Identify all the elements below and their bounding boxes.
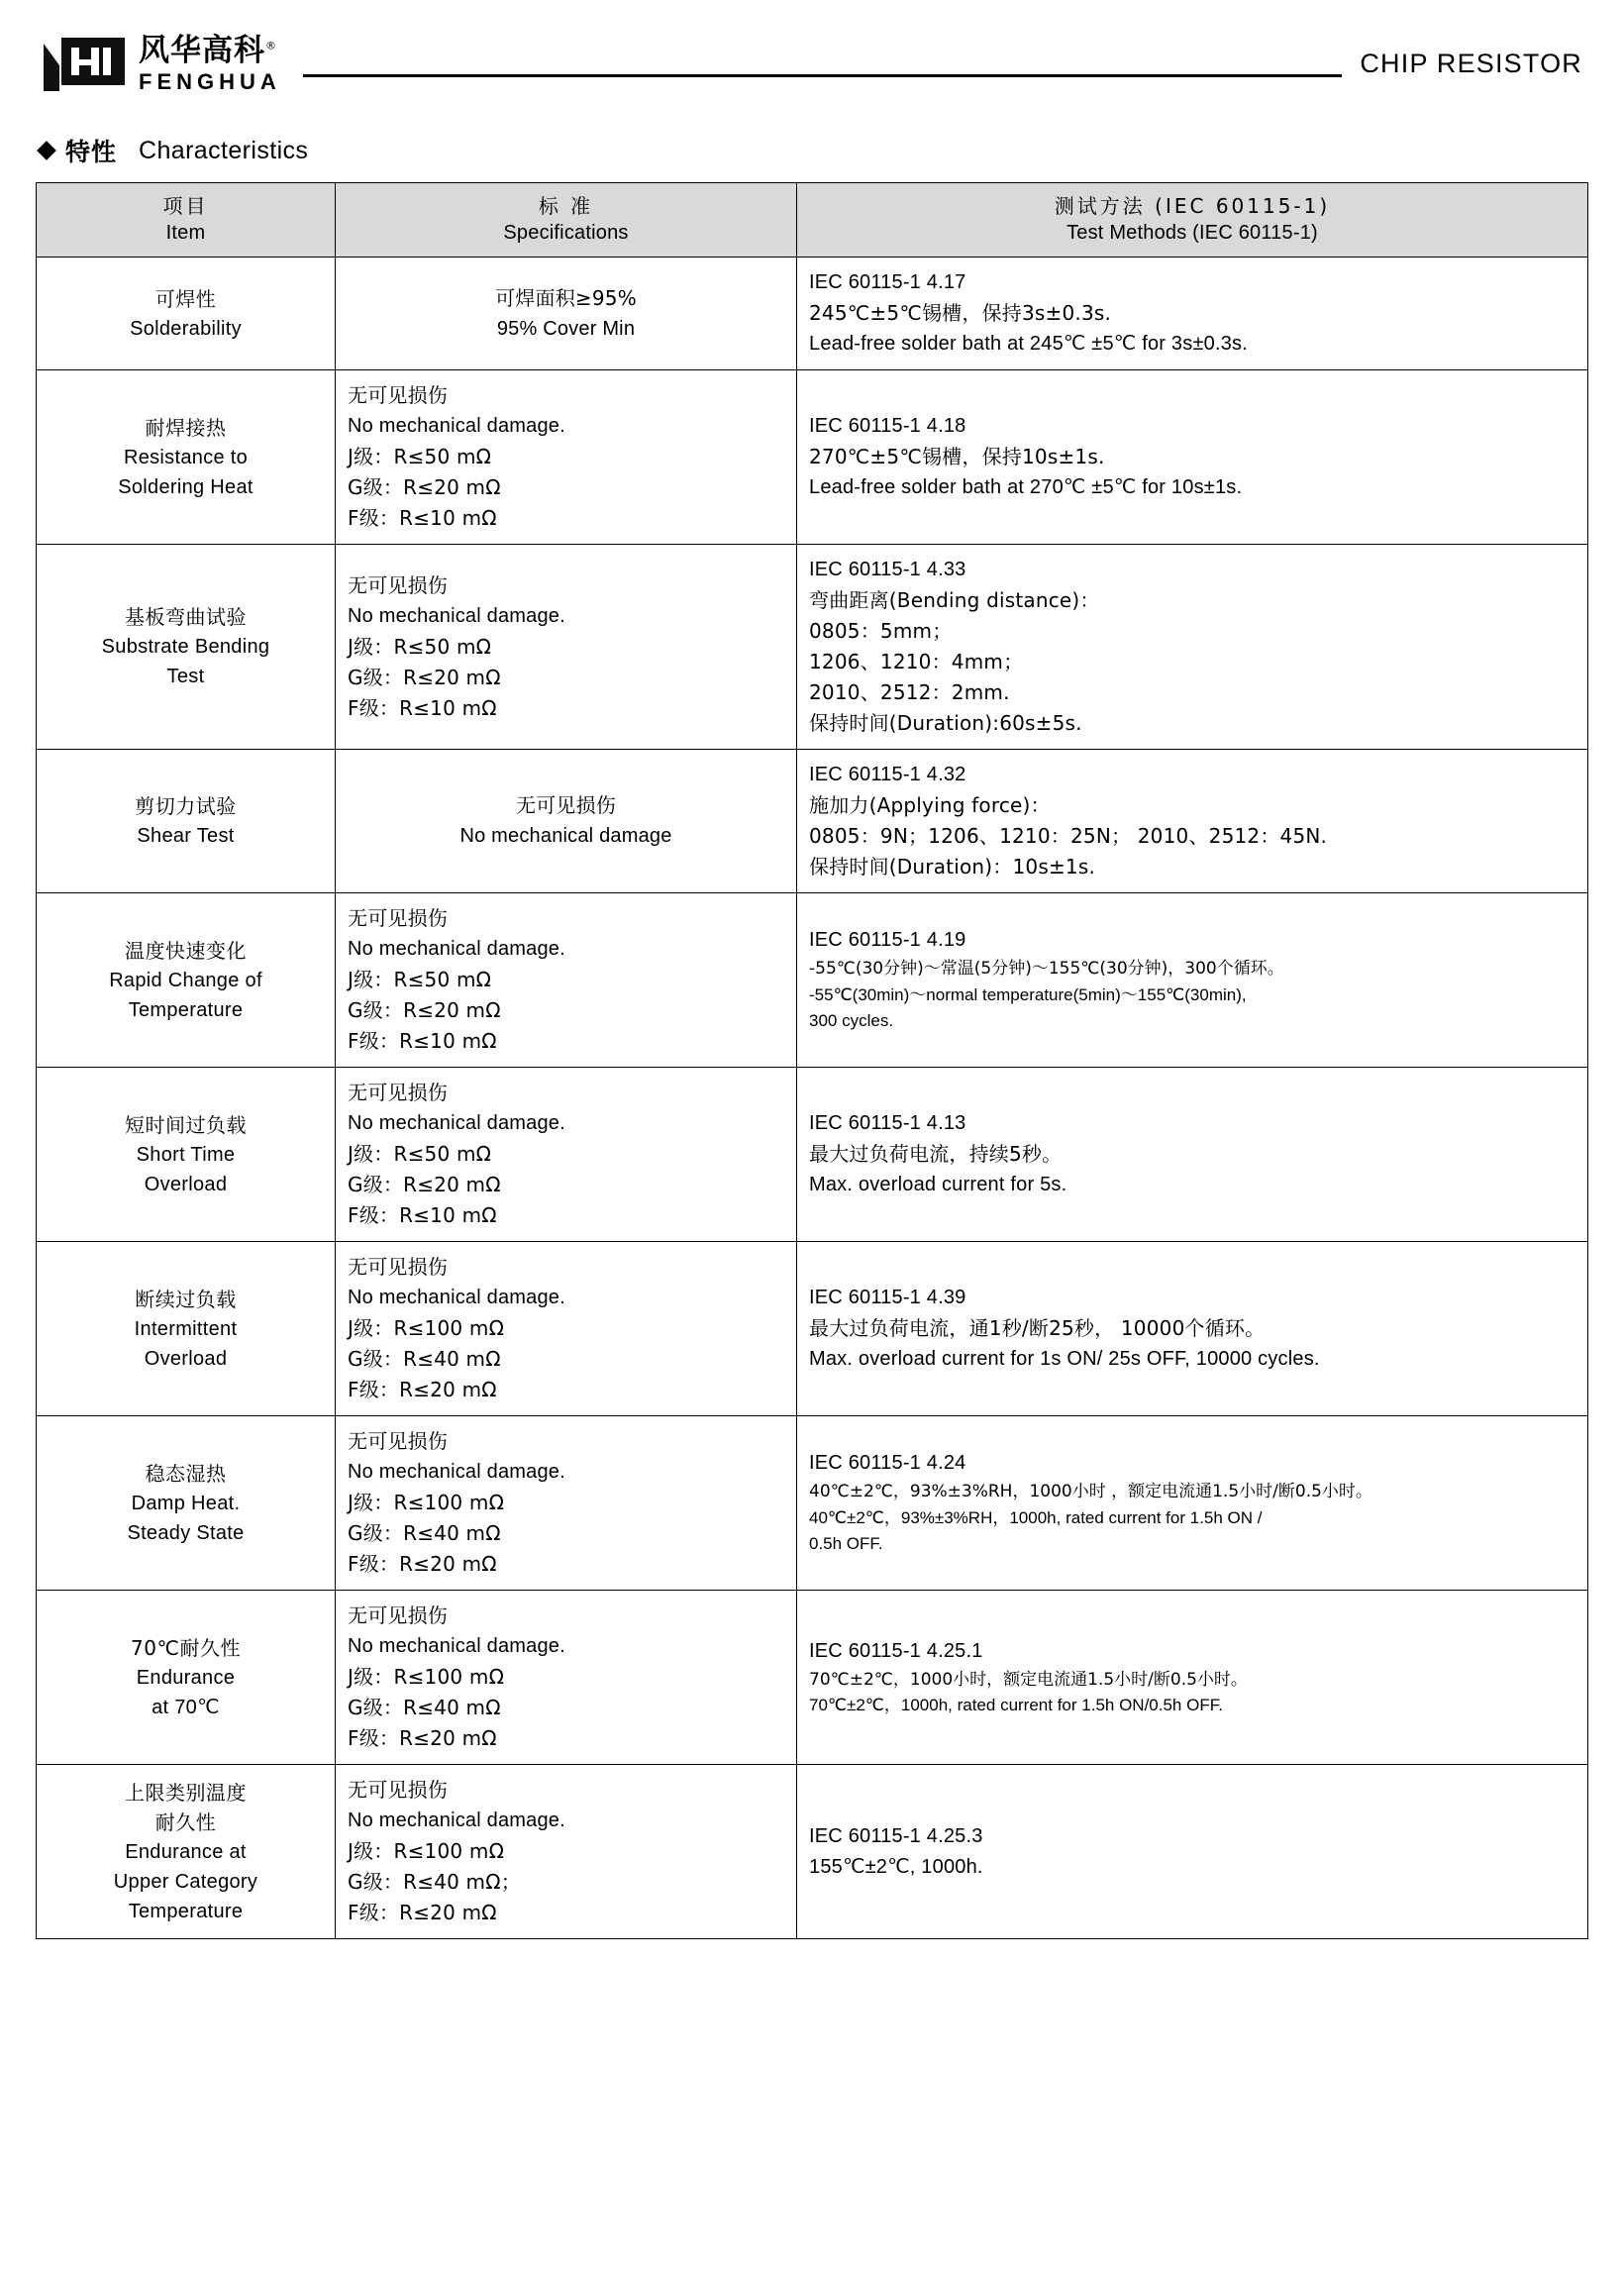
item-label-en: Resistance to (123, 446, 249, 468)
specification-line: J级：R≤50 mΩ (348, 445, 492, 468)
table-body (37, 258, 1588, 1939)
specification-line: F级：R≤10 mΩ (348, 695, 497, 720)
test-method-line: IEC 60115-1 4.25.1 (809, 1639, 983, 1662)
test-method-line: IEC 60115-1 4.17 (809, 271, 966, 293)
table-row (37, 370, 1588, 545)
test-method-line: IEC 60115-1 4.33 (809, 559, 966, 580)
specification-line: No mechanical damage. (348, 1461, 565, 1483)
specification-line: G级：R≤40 mΩ (348, 1696, 501, 1719)
test-method-line: IEC 60115-1 4.24 (809, 1452, 966, 1475)
item-label-en: at 70℃ (152, 1696, 220, 1718)
table-header-row (37, 183, 1588, 258)
specification-line: No mechanical damage. (348, 415, 565, 437)
item-label-cn: 耐久性 (154, 1809, 217, 1834)
fenghua-logo-icon (42, 36, 127, 93)
test-method-line: IEC 60115-1 4.18 (809, 415, 966, 437)
test-method-line: -55℃(30分钟)～常温(5分钟)～155℃(30分钟)，300个循环。 (809, 959, 1284, 980)
table-row (37, 1068, 1588, 1242)
specification-line: G级：R≤20 mΩ (348, 665, 501, 689)
column-header-test-methods-en: Test Methods (IEC 60115-1) (1066, 222, 1318, 244)
item-label-cn: 基板弯曲试验 (125, 605, 247, 629)
specification-line: J级：R≤50 mΩ (348, 968, 492, 991)
cell-specifications (336, 893, 797, 1068)
cell-test-method (797, 893, 1588, 1068)
item-label-en: Shear Test (137, 825, 235, 847)
table-row (37, 1242, 1588, 1416)
cell-test-method (797, 370, 1588, 545)
specification-line: J级：R≤100 mΩ (348, 1839, 505, 1863)
test-method-line: IEC 60115-1 4.25.3 (809, 1824, 983, 1847)
cell-item (37, 893, 336, 1068)
cell-test-method (797, 1591, 1588, 1765)
cell-item (37, 258, 336, 370)
specification-line: 95% Cover Min (496, 317, 636, 340)
column-header-item-cn: 项目 (162, 194, 209, 218)
test-method-line: -55℃(30min)～normal temperature(5min)～155℃(30min), (809, 984, 1247, 1004)
table-row (37, 1765, 1588, 1939)
test-method-line: 270℃±5℃锡槽，保持10s±1s. (809, 445, 1105, 468)
test-method-line: 70℃±2℃，1000小时，额定电流通1.5小时/断0.5小时。 (809, 1669, 1248, 1690)
cell-specifications (336, 1068, 797, 1242)
specification-line: J级：R≤50 mΩ (348, 1142, 492, 1166)
test-method-line: 最大过负荷电流，持续5秒。 (809, 1142, 1063, 1166)
test-method-line: Max. overload current for 1s ON/ 25s OFF, 10000 cycles. (809, 1348, 1320, 1370)
specification-line: 无可见损伤 (348, 383, 448, 407)
cell-item (37, 370, 336, 545)
test-method-line: 70℃±2℃，1000h, rated current for 1.5h ON/0.5h OFF. (809, 1696, 1223, 1714)
specification-line: No mechanical damage. (348, 1635, 565, 1657)
specification-line: 无可见损伤 (348, 906, 448, 930)
specification-line: G级：R≤20 mΩ (348, 998, 501, 1022)
test-method-line: IEC 60115-1 4.13 (809, 1112, 966, 1134)
test-method-line: Lead-free solder bath at 245℃ ±5℃ for 3s±0.3s. (809, 333, 1248, 355)
item-label-en: Rapid Change of (109, 969, 262, 991)
item-label-en: Temperature (128, 1900, 244, 1922)
header-title: CHIP RESISTOR (1360, 48, 1582, 78)
specification-line: 无可见损伤 (348, 1429, 448, 1453)
specification-line: No mechanical damage. (348, 1287, 565, 1308)
test-method-line: Max. overload current for 5s. (809, 1174, 1067, 1195)
item-label-en: Overload (144, 1173, 228, 1195)
cell-test-method (797, 545, 1588, 750)
test-method-line: 0.5h OFF. (809, 1534, 883, 1554)
page-header (36, 26, 1588, 103)
test-method-line: 最大过负荷电流，通1秒/断25秒， 10000个循环。 (809, 1316, 1266, 1340)
item-label-cn: 温度快速变化 (125, 938, 247, 963)
specification-line: F级：R≤20 mΩ (348, 1378, 497, 1401)
cell-specifications (336, 370, 797, 545)
item-label-en: Steady State (127, 1521, 245, 1544)
specification-line: 无可见损伤 (348, 1778, 448, 1802)
diamond-bullet-icon (37, 141, 56, 160)
specification-line: 无可见损伤 (348, 1081, 448, 1104)
item-label-en: Damp Heat. (131, 1492, 241, 1514)
specification-line: G级：R≤20 mΩ (348, 1173, 501, 1196)
column-header-specifications-en: Specifications (503, 222, 629, 244)
cell-item (37, 1765, 336, 1939)
item-label-en: Solderability (130, 317, 242, 340)
cell-item (37, 1591, 336, 1765)
item-label-cn: 断续过负载 (135, 1287, 237, 1311)
test-method-line: IEC 60115-1 4.32 (809, 764, 966, 785)
specification-line: No mechanical damage. (348, 1112, 565, 1134)
specification-line: No mechanical damage. (348, 604, 565, 627)
specification-line: 无可见损伤 (348, 1603, 448, 1627)
table-row (37, 750, 1588, 893)
specification-line: G级：R≤40 mΩ； (348, 1870, 521, 1894)
cell-test-method (797, 1765, 1588, 1939)
cell-test-method (797, 1416, 1588, 1591)
specification-line: G级：R≤20 mΩ (348, 475, 501, 499)
specification-line: F级：R≤20 mΩ (348, 1901, 497, 1924)
specification-line: G级：R≤40 mΩ (348, 1521, 501, 1545)
column-header-specifications (336, 183, 797, 258)
test-method-line: 1206、1210：4mm； (809, 650, 1024, 673)
item-label-en: Substrate Bending (101, 636, 270, 658)
test-method-line: 245℃±5℃锡槽，保持3s±0.3s. (809, 301, 1112, 325)
specification-line: F级：R≤10 mΩ (348, 1029, 497, 1053)
table-row (37, 893, 1588, 1068)
cell-test-method (797, 1068, 1588, 1242)
column-header-item-en: Item (165, 222, 206, 244)
table-row (37, 1416, 1588, 1591)
cell-specifications (336, 1416, 797, 1591)
header-divider (303, 74, 1343, 77)
item-label-cn: 70℃耐久性 (131, 1635, 241, 1660)
test-method-line: 155℃±2℃, 1000h. (809, 1855, 983, 1878)
cell-specifications (336, 750, 797, 893)
test-method-line: 弯曲距离(Bending distance)： (809, 588, 1100, 612)
item-label-cn: 短时间过负载 (125, 1112, 247, 1137)
specification-line: F级：R≤20 mΩ (348, 1552, 497, 1576)
brand-name-en: FENGHUA (139, 69, 281, 94)
table-row (37, 1591, 1588, 1765)
column-header-item (37, 183, 336, 258)
item-label-en: Temperature (128, 998, 244, 1021)
item-label-en: Endurance (136, 1666, 236, 1689)
item-label-en: Soldering Heat (118, 475, 254, 498)
specification-line: J级：R≤100 mΩ (348, 1665, 505, 1689)
test-method-line: 40℃±2℃，93%±3%RH，1000h, rated current for 1.5h ON / (809, 1507, 1263, 1527)
item-label-cn: 上限类别温度 (125, 1780, 247, 1805)
test-method-line: 施加力(Applying force)： (809, 793, 1051, 817)
specification-line: G级：R≤40 mΩ (348, 1347, 501, 1371)
item-label-en: Test (166, 666, 205, 687)
item-label-en: Overload (144, 1347, 228, 1370)
characteristics-table (36, 182, 1588, 1939)
table-row (37, 545, 1588, 750)
test-method-line: 300 cycles. (809, 1011, 894, 1031)
registered-mark: ® (265, 39, 277, 52)
cell-test-method (797, 750, 1588, 893)
specification-line: J级：R≤100 mΩ (348, 1491, 505, 1514)
specification-line: 无可见损伤 (348, 1255, 448, 1279)
item-label-cn: 剪切力试验 (135, 794, 237, 818)
specification-line: F级：R≤10 mΩ (348, 506, 497, 530)
cell-specifications (336, 545, 797, 750)
brand-wordmark (139, 33, 281, 94)
test-method-line: 40℃±2℃，93%±3%RH，1000小时 ，额定电流通1.5小时/断0.5小时。 (809, 1482, 1372, 1502)
item-label-en: Upper Category (113, 1870, 258, 1893)
column-header-test-methods (797, 183, 1588, 258)
column-header-specifications-cn: 标 准 (538, 194, 594, 218)
cell-specifications (336, 1591, 797, 1765)
specification-line: 无可见损伤 (348, 572, 448, 597)
section-heading (40, 133, 1588, 168)
test-method-line: 0805：5mm； (809, 619, 953, 643)
test-method-line: 0805：9N；1206、1210：25N； 2010、2512：45N. (809, 824, 1328, 848)
cell-specifications (336, 1242, 797, 1416)
section-title-cn: 特性 (65, 138, 118, 166)
specification-line: J级：R≤50 mΩ (348, 634, 492, 659)
brand-name-cn: 风华高科 (139, 33, 265, 68)
section-title-en: Characteristics (139, 136, 309, 164)
column-header-test-methods-cn: 测试方法 (IEC 60115-1) (1054, 194, 1331, 218)
specification-line: No mechanical damage. (348, 1809, 565, 1831)
test-method-line: 保持时间(Duration):60s±5s. (809, 711, 1082, 735)
table-row (37, 258, 1588, 370)
test-method-line: IEC 60115-1 4.39 (809, 1287, 966, 1308)
specification-line: J级：R≤100 mΩ (348, 1316, 505, 1340)
specification-line: No mechanical damage. (348, 938, 565, 960)
specification-line: 无可见损伤 (516, 793, 616, 817)
item-label-en: Intermittent (134, 1317, 238, 1340)
item-label-cn: 稳态湿热 (145, 1461, 227, 1486)
item-label-cn: 可焊性 (154, 286, 217, 311)
cell-item (37, 1068, 336, 1242)
specification-line: 可焊面积≥95% (495, 285, 637, 310)
cell-test-method (797, 258, 1588, 370)
cell-item (37, 545, 336, 750)
cell-test-method (797, 1242, 1588, 1416)
cell-specifications (336, 1765, 797, 1939)
cell-item (37, 1242, 336, 1416)
item-label-en: Short Time (136, 1143, 236, 1166)
specification-line: F级：R≤10 mΩ (348, 1203, 497, 1227)
test-method-line: 2010、2512：2mm. (809, 680, 1010, 704)
specification-line: No mechanical damage (459, 825, 672, 847)
item-label-en: Endurance at (125, 1840, 247, 1863)
test-method-line: IEC 60115-1 4.19 (809, 929, 966, 952)
cell-item (37, 1416, 336, 1591)
cell-item (37, 750, 336, 893)
specification-line: F级：R≤20 mΩ (348, 1726, 497, 1750)
test-method-line: 保持时间(Duration)：10s±1s. (809, 855, 1095, 879)
item-label-cn: 耐焊接热 (145, 415, 227, 440)
cell-specifications (336, 258, 797, 370)
test-method-line: Lead-free solder bath at 270℃ ±5℃ for 10s±1s. (809, 476, 1243, 498)
